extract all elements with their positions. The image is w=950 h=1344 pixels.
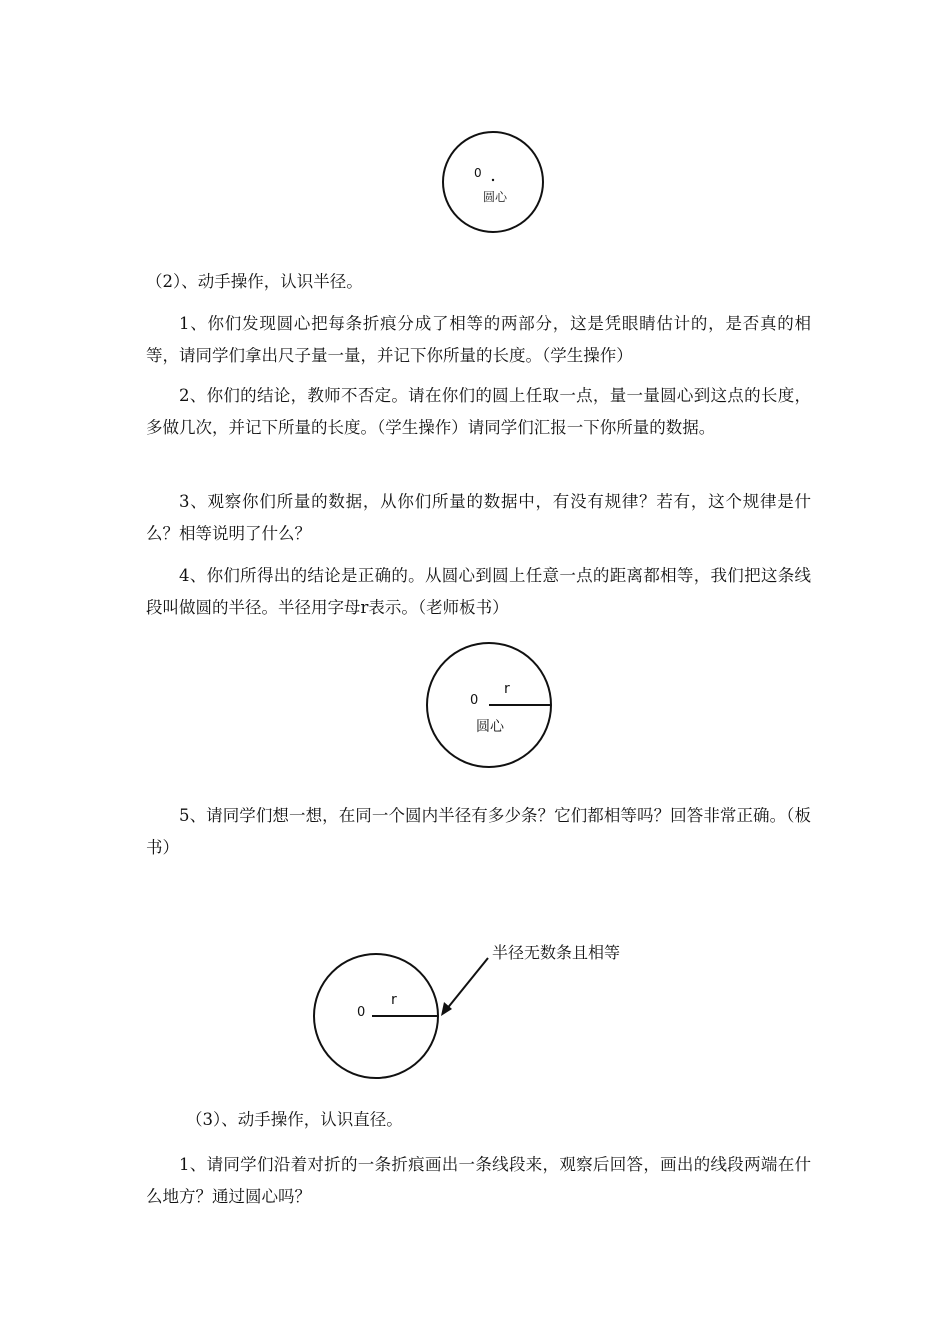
circle-figure-center (438, 128, 548, 238)
paragraph-5: 5、请同学们想一想，在同一个圆内半径有多少条？它们都相等吗？回答非常正确。（板书） (146, 806, 811, 857)
paragraph-1: 1、你们发现圆心把每条折痕分成了相等的两部分，这是凭眼睛估计的，是否真的相等，请同学们拿出尺子量一量，并记下你所量的长度。（学生操作） (146, 314, 811, 365)
center-label: 圆心 (483, 190, 508, 204)
section-3-heading: （3）、动手操作，认识直径。 (186, 1110, 403, 1129)
radius-label: r (391, 992, 397, 1008)
section-2-heading: （2）、动手操作，认识半径。 (146, 272, 363, 291)
center-dot (492, 179, 494, 181)
callout-arrow-line (446, 958, 488, 1010)
center-letter: 0 (357, 1005, 366, 1020)
circle-figure-callout (300, 930, 660, 1090)
center-letter: 0 (470, 693, 479, 708)
paragraph-4: 4、你们所得出的结论是正确的。从圆心到圆上任意一点的距离都相等，我们把这条线段叫做圆的半径。半径用字母r表示。（老师板书） (146, 566, 811, 617)
center-label: 圆心 (476, 719, 504, 735)
circle-outline (443, 132, 543, 232)
center-letter: 0 (474, 166, 482, 180)
callout-text: 半径无数条且相等 (492, 943, 621, 962)
paragraph-3: 3、观察你们所量的数据，从你们所量的数据中，有没有规律？若有，这个规律是什么？相等说明了什么？ (146, 492, 811, 543)
radius-label: r (504, 681, 510, 697)
paragraph-6: 1、请同学们沿着对折的一条折痕画出一条线段来，观察后回答，画出的线段两端在什么地方？通过圆心吗？ (146, 1155, 811, 1206)
paragraph-2: 2、你们的结论，教师不否定。请在你们的圆上任取一点，量一量圆心到这点的长度，多做几次，并记下所量的长度。（学生操作）请同学们汇报一下你所量的数据。 (146, 386, 811, 437)
circle-figure-radius (424, 640, 558, 774)
